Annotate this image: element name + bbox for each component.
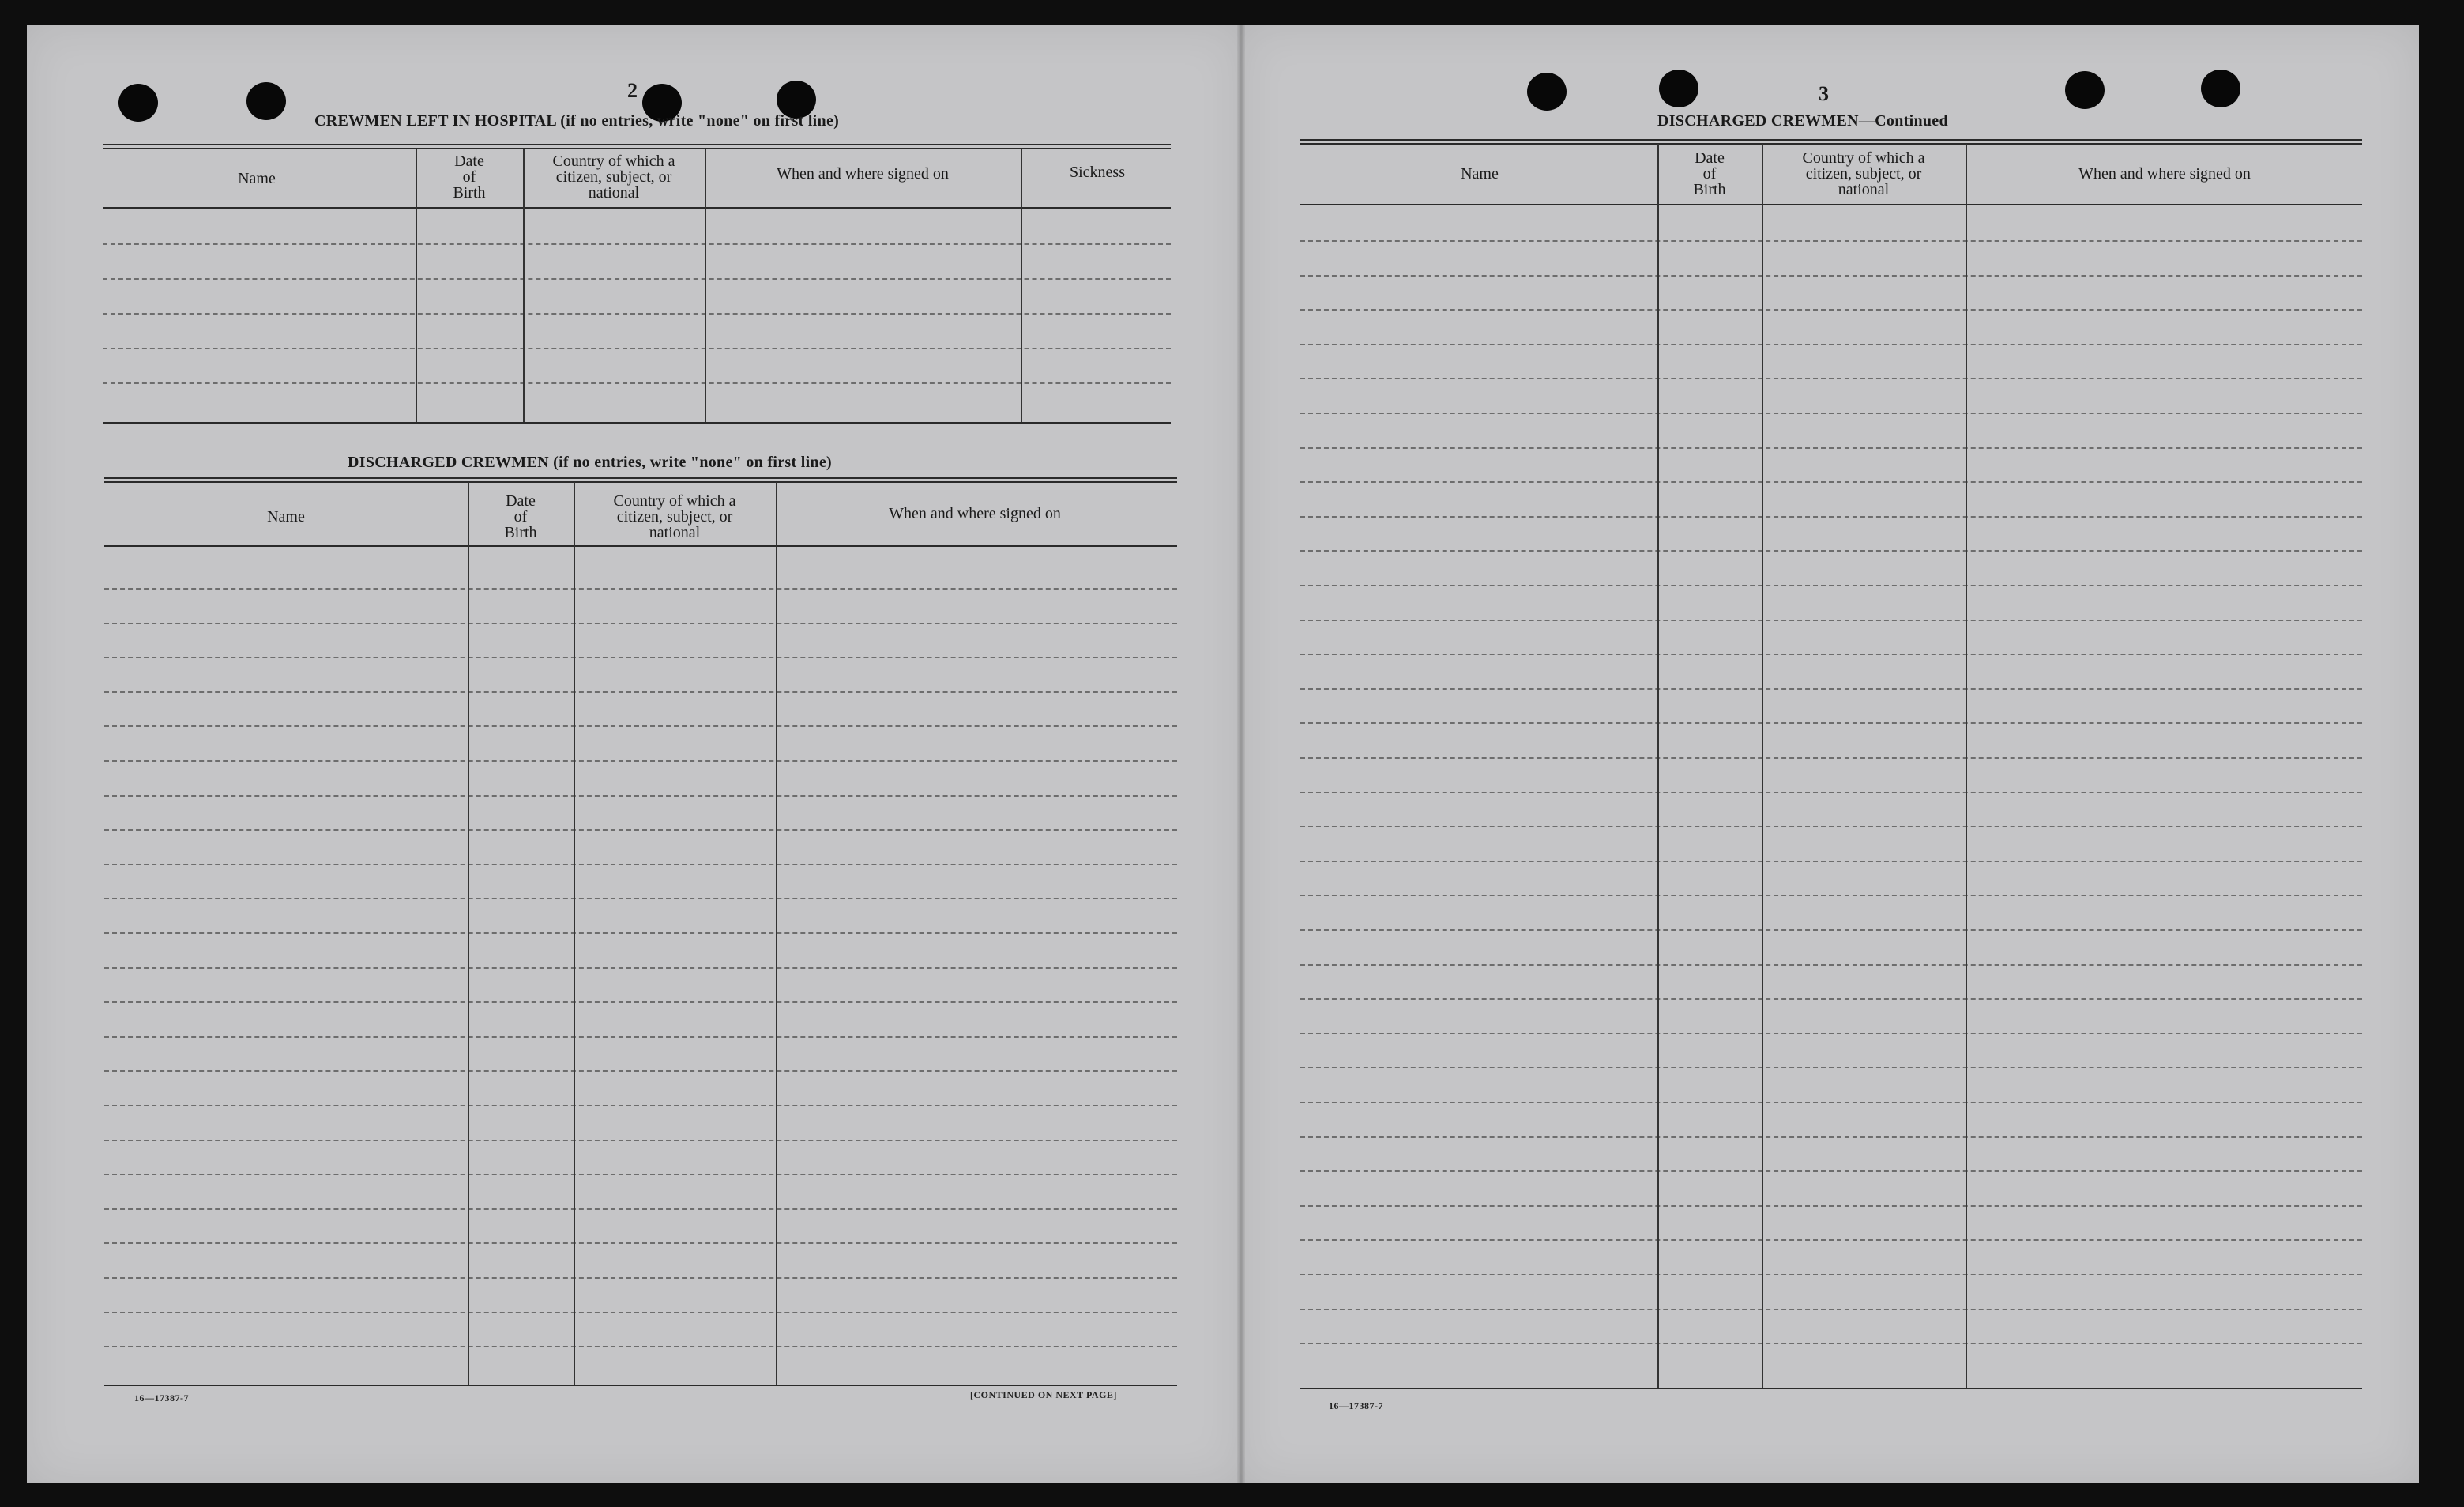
entry-line	[1300, 826, 2362, 827]
column-divider	[776, 482, 777, 1385]
punch-hole	[118, 84, 158, 122]
top-rule	[104, 481, 1177, 483]
column-divider	[1762, 144, 1763, 1388]
entry-line	[1300, 895, 2362, 896]
entry-line	[1300, 309, 2362, 311]
entry-line	[1300, 1274, 2362, 1275]
page-number: 3	[1819, 82, 1829, 105]
discharged-section-title: DISCHARGED CREWMEN (if no entries, write "none" on first line)	[348, 454, 832, 471]
entry-line	[104, 864, 1177, 865]
page-number: 2	[627, 79, 638, 102]
entry-line	[104, 1277, 1177, 1279]
entry-line	[1300, 1170, 2362, 1172]
entry-line	[1300, 964, 2362, 966]
entry-line	[103, 278, 1171, 280]
entry-line	[1300, 861, 2362, 862]
entry-line	[1300, 1239, 2362, 1241]
header-signed-on: When and where signed on	[2078, 165, 2251, 183]
entry-line	[1300, 1309, 2362, 1310]
entry-line	[1300, 585, 2362, 586]
entry-line	[1300, 792, 2362, 793]
header-date-of-birth: Date of Birth	[504, 492, 537, 541]
entry-line	[104, 1242, 1177, 1244]
column-divider	[416, 149, 417, 422]
entry-line	[104, 829, 1177, 831]
entry-line	[104, 898, 1177, 899]
header-country: Country of which a citizen, subject, or national	[613, 492, 736, 541]
entry-line	[1300, 757, 2362, 759]
column-divider	[705, 149, 706, 422]
entry-line	[1300, 413, 2362, 414]
column-divider	[1657, 144, 1659, 1388]
entry-line	[104, 1312, 1177, 1313]
entry-line	[1300, 1067, 2362, 1068]
entry-line	[1300, 1343, 2362, 1344]
entry-line	[1300, 620, 2362, 621]
entry-line	[104, 588, 1177, 590]
discharged-continued-title: DISCHARGED CREWMEN—Continued	[1657, 112, 1948, 130]
header-rule	[1300, 204, 2362, 205]
bottom-rule	[1300, 1388, 2362, 1389]
entry-line	[104, 1070, 1177, 1072]
punch-hole	[246, 82, 286, 120]
header-name: Name	[1461, 165, 1499, 183]
right-page	[1240, 25, 2419, 1483]
top-rule	[103, 144, 1171, 145]
hospital-section-title: CREWMEN LEFT IN HOSPITAL (if no entries, write "none" on first line)	[314, 112, 840, 130]
top-rule	[1300, 143, 2362, 145]
column-divider	[468, 482, 469, 1385]
top-rule	[1300, 139, 2362, 141]
entry-line	[1300, 722, 2362, 724]
column-divider	[523, 149, 525, 422]
entry-line	[1300, 344, 2362, 345]
entry-line	[104, 967, 1177, 969]
entry-line	[104, 623, 1177, 624]
top-rule	[104, 477, 1177, 479]
column-divider	[1021, 149, 1022, 422]
entry-line	[104, 691, 1177, 693]
entry-line	[104, 1346, 1177, 1347]
entry-line	[104, 795, 1177, 797]
header-country: Country of which a citizen, subject, or national	[1802, 149, 1925, 198]
entry-line	[1300, 654, 2362, 655]
entry-line	[1300, 1136, 2362, 1138]
punch-hole	[1659, 70, 1698, 107]
entry-line	[104, 932, 1177, 934]
header-name: Name	[267, 508, 305, 526]
header-signed-on: When and where signed on	[889, 505, 1061, 522]
entry-line	[104, 1001, 1177, 1003]
entry-line	[104, 725, 1177, 727]
header-date-of-birth: Date of Birth	[453, 153, 486, 202]
entry-line	[1300, 1033, 2362, 1034]
entry-line	[103, 243, 1171, 245]
entry-line	[103, 348, 1171, 349]
header-sickness: Sickness	[1070, 164, 1125, 181]
header-signed-on: When and where signed on	[777, 165, 949, 183]
header-name: Name	[238, 170, 276, 187]
entry-line	[104, 760, 1177, 762]
form-number: 16—17387-7	[134, 1392, 189, 1403]
entry-line	[103, 382, 1171, 384]
entry-line	[104, 1036, 1177, 1038]
continued-note: [CONTINUED ON NEXT PAGE]	[970, 1389, 1117, 1400]
header-rule	[104, 545, 1177, 547]
entry-line	[104, 1174, 1177, 1175]
bottom-rule	[103, 422, 1171, 424]
entry-line	[1300, 516, 2362, 518]
entry-line	[1300, 481, 2362, 483]
column-divider	[1966, 144, 1967, 1388]
entry-line	[1300, 447, 2362, 449]
entry-line	[104, 1208, 1177, 1210]
header-rule	[103, 207, 1171, 209]
entry-line	[1300, 929, 2362, 931]
entry-line	[1300, 1102, 2362, 1103]
entry-line	[104, 657, 1177, 658]
punch-hole	[2201, 70, 2240, 107]
entry-line	[1300, 275, 2362, 277]
entry-line	[1300, 998, 2362, 1000]
form-number: 16—17387-7	[1329, 1400, 1383, 1411]
page-fold	[1237, 25, 1245, 1483]
header-country: Country of which a citizen, subject, or national	[552, 153, 675, 202]
column-divider	[574, 482, 575, 1385]
entry-line	[104, 1140, 1177, 1141]
punch-hole	[1527, 73, 1567, 111]
entry-line	[103, 313, 1171, 315]
bottom-rule	[104, 1385, 1177, 1386]
entry-line	[1300, 550, 2362, 552]
top-rule	[103, 148, 1171, 149]
entry-line	[1300, 688, 2362, 690]
punch-hole	[2065, 71, 2105, 109]
entry-line	[1300, 378, 2362, 379]
entry-line	[1300, 1205, 2362, 1207]
entry-line	[1300, 240, 2362, 242]
header-date-of-birth: Date of Birth	[1693, 149, 1726, 198]
entry-line	[104, 1105, 1177, 1106]
